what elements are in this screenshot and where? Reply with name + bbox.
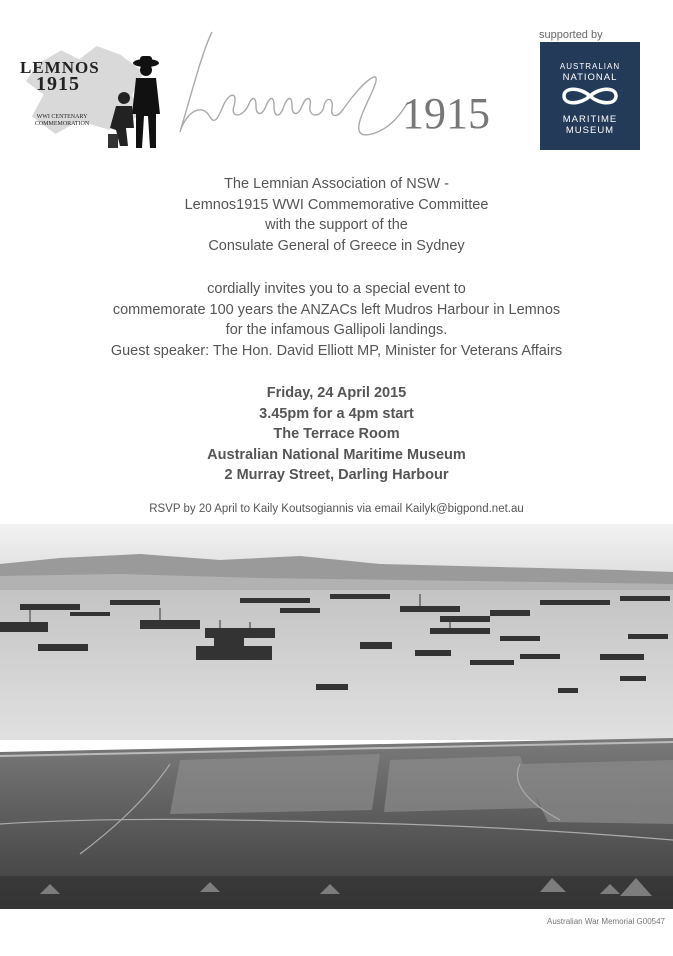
invite-block — [0, 279, 673, 361]
infinity-wave-icon — [558, 85, 622, 107]
anmm-line3: MARITIME — [562, 114, 618, 125]
anmm-line4: MUSEUM — [565, 125, 615, 136]
lemnos-1915-script-title — [172, 22, 522, 142]
logo-line2: 1915 — [36, 73, 80, 95]
logo-line1: LEMNOS — [20, 58, 100, 77]
invite-line: commemorate 100 years the ANZACs left Mudros Harbour in Lemnos — [112, 301, 561, 318]
invite-line: Guest speaker: The Hon. David Elliott MP, Minister for Veterans Affairs — [110, 342, 563, 359]
lemnos-script-lettering — [172, 22, 412, 142]
intro-line: Consulate General of Greece in Sydney — [208, 237, 465, 254]
intro-line: The Lemnian Association of NSW - — [224, 176, 449, 192]
intro-line: with the support of the — [265, 217, 408, 233]
event-venue: Australian National Maritime Museum — [207, 446, 466, 463]
title-year: 1915 — [402, 89, 490, 138]
harbour-photo-illustration — [0, 524, 673, 909]
soldier-silhouette-icon — [104, 54, 166, 150]
mudros-harbour-photo — [0, 524, 673, 909]
intro-line: Lemnos1915 WWI Commemorative Committee — [184, 196, 489, 213]
event-details — [0, 383, 673, 486]
lemnos-1915-logo — [18, 40, 168, 155]
anmm-line1: AUSTRALIAN — [559, 62, 621, 71]
invite-line: for the infamous Gallipoli landings. — [225, 322, 448, 338]
event-room: The Terrace Room — [273, 426, 400, 442]
invite-line: cordially invites you to a special event to — [207, 281, 466, 297]
intro-block — [0, 174, 673, 256]
event-date: Friday, 24 April 2015 — [266, 385, 407, 401]
logo-line3: WWI CENTENARY COMMEMORATION — [34, 114, 90, 127]
anmm-line2: NATIONAL — [562, 72, 618, 83]
event-time: 3.45pm for a 4pm start — [259, 405, 414, 422]
event-address: 2 Murray Street, Darling Harbour — [224, 467, 449, 483]
photo-credit: Australian War Memorial G00547 — [547, 917, 665, 926]
supported-by-label: supported by — [539, 29, 603, 41]
anmm-logo — [540, 42, 640, 150]
rsvp-line: RSVP by 20 April to Kaily Koutsogiannis via email Kailyk@bigpond.net.au — [149, 503, 524, 515]
